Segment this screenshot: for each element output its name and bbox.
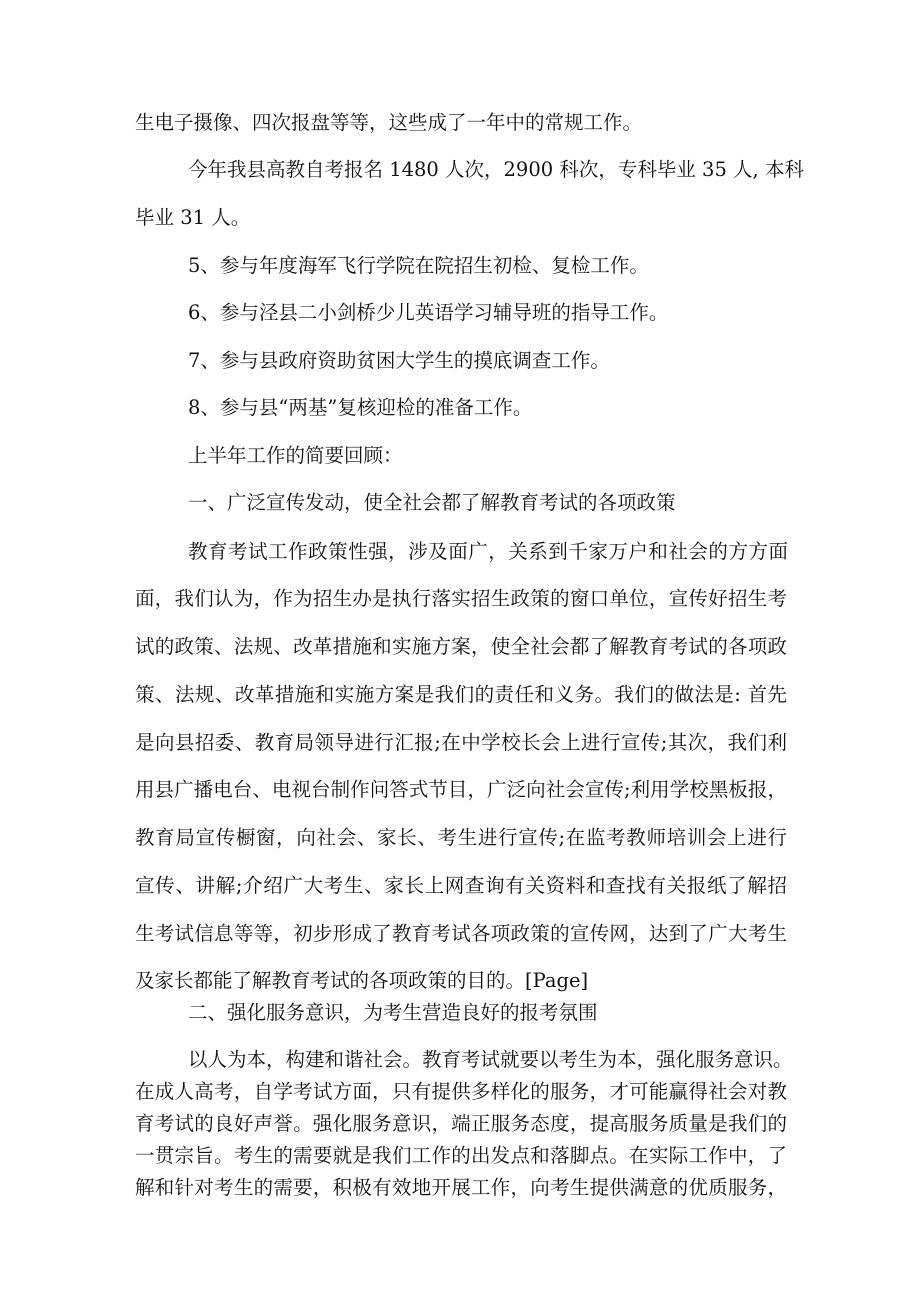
paragraph-line: 宣传、讲解;介绍广大考生、家长上网查询有关资料和查找有关报纸了解招: [135, 874, 787, 897]
section-heading: 二、强化服务意识，为考生营造良好的报考氛围: [188, 1001, 598, 1024]
paragraph-line: 育考试的良好声誉。强化服务意识，端正服务态度，提高服务质量是我们的: [135, 1112, 787, 1135]
section-heading: 一、广泛宣传发动，使全社会都了解教育考试的各项政策: [188, 491, 676, 514]
paragraph-line: 今年我县高教自考报名 1480 人次，2900 科次，专科毕业 35 人, 本科: [188, 158, 804, 181]
paragraph-line: 解和针对考生的需要，积极有效地开展工作，向考生提供满意的优质服务，: [135, 1176, 787, 1199]
list-item: 8、参与县“两基”复核迎检的准备工作。: [188, 396, 533, 419]
list-item: 6、参与泾县二小剑桥少儿英语学习辅导班的指导工作。: [188, 301, 669, 324]
paragraph-line: 教育局宣传橱窗，向社会、家长、考生进行宣传;在监考教师培训会上进行: [135, 826, 787, 849]
paragraph-line: 教育考试工作政策性强，涉及面广，关系到千家万户和社会的方方面: [188, 540, 788, 563]
paragraph-line: 在成人高考，自学考试方面，只有提供多样化的服务，才可能赢得社会对教: [135, 1080, 787, 1103]
paragraph-line: 面，我们认为，作为招生办是执行落实招生政策的窗口单位，宣传好招生考: [135, 587, 787, 610]
paragraph-line: 策、法规、改革措施和实施方案是我们的责任和义务。我们的做法是: 首先: [135, 683, 787, 706]
section-intro: 上半年工作的简要回顾：: [188, 444, 403, 467]
paragraph-line: 试的政策、法规、改革措施和实施方案，使全社会都了解教育考试的各项政: [135, 635, 787, 658]
paragraph-line: 以人为本，构建和谐社会。教育考试就要以考生为本，强化服务意识。: [188, 1048, 793, 1071]
paragraph-line: 生考试信息等等，初步形成了教育考试各项政策的宣传网，达到了广大考生: [135, 922, 787, 945]
paragraph-line: 用县广播电台、电视台制作问答式节目，广泛向社会宣传;利用学校黑板报，: [135, 778, 787, 801]
paragraph-line: 及家长都能了解教育考试的各项政策的目的。[Page]: [135, 969, 589, 992]
paragraph-line: 毕业 31 人。: [135, 206, 251, 229]
paragraph-line: 一贯宗旨。考生的需要就是我们工作的出发点和落脚点。在实际工作中，了: [135, 1144, 787, 1167]
list-item: 5、参与年度海军飞行学院在院招生初检、复检工作。: [188, 254, 649, 277]
paragraph-line: 是向县招委、教育局领导进行汇报;在中学校长会上进行宣传;其次，我们利: [135, 731, 787, 754]
paragraph-line: 生电子摄像、四次报盘等等，这些成了一年中的常规工作。: [135, 111, 643, 134]
list-item: 7、参与县政府资助贫困大学生的摸底调查工作。: [188, 349, 610, 372]
